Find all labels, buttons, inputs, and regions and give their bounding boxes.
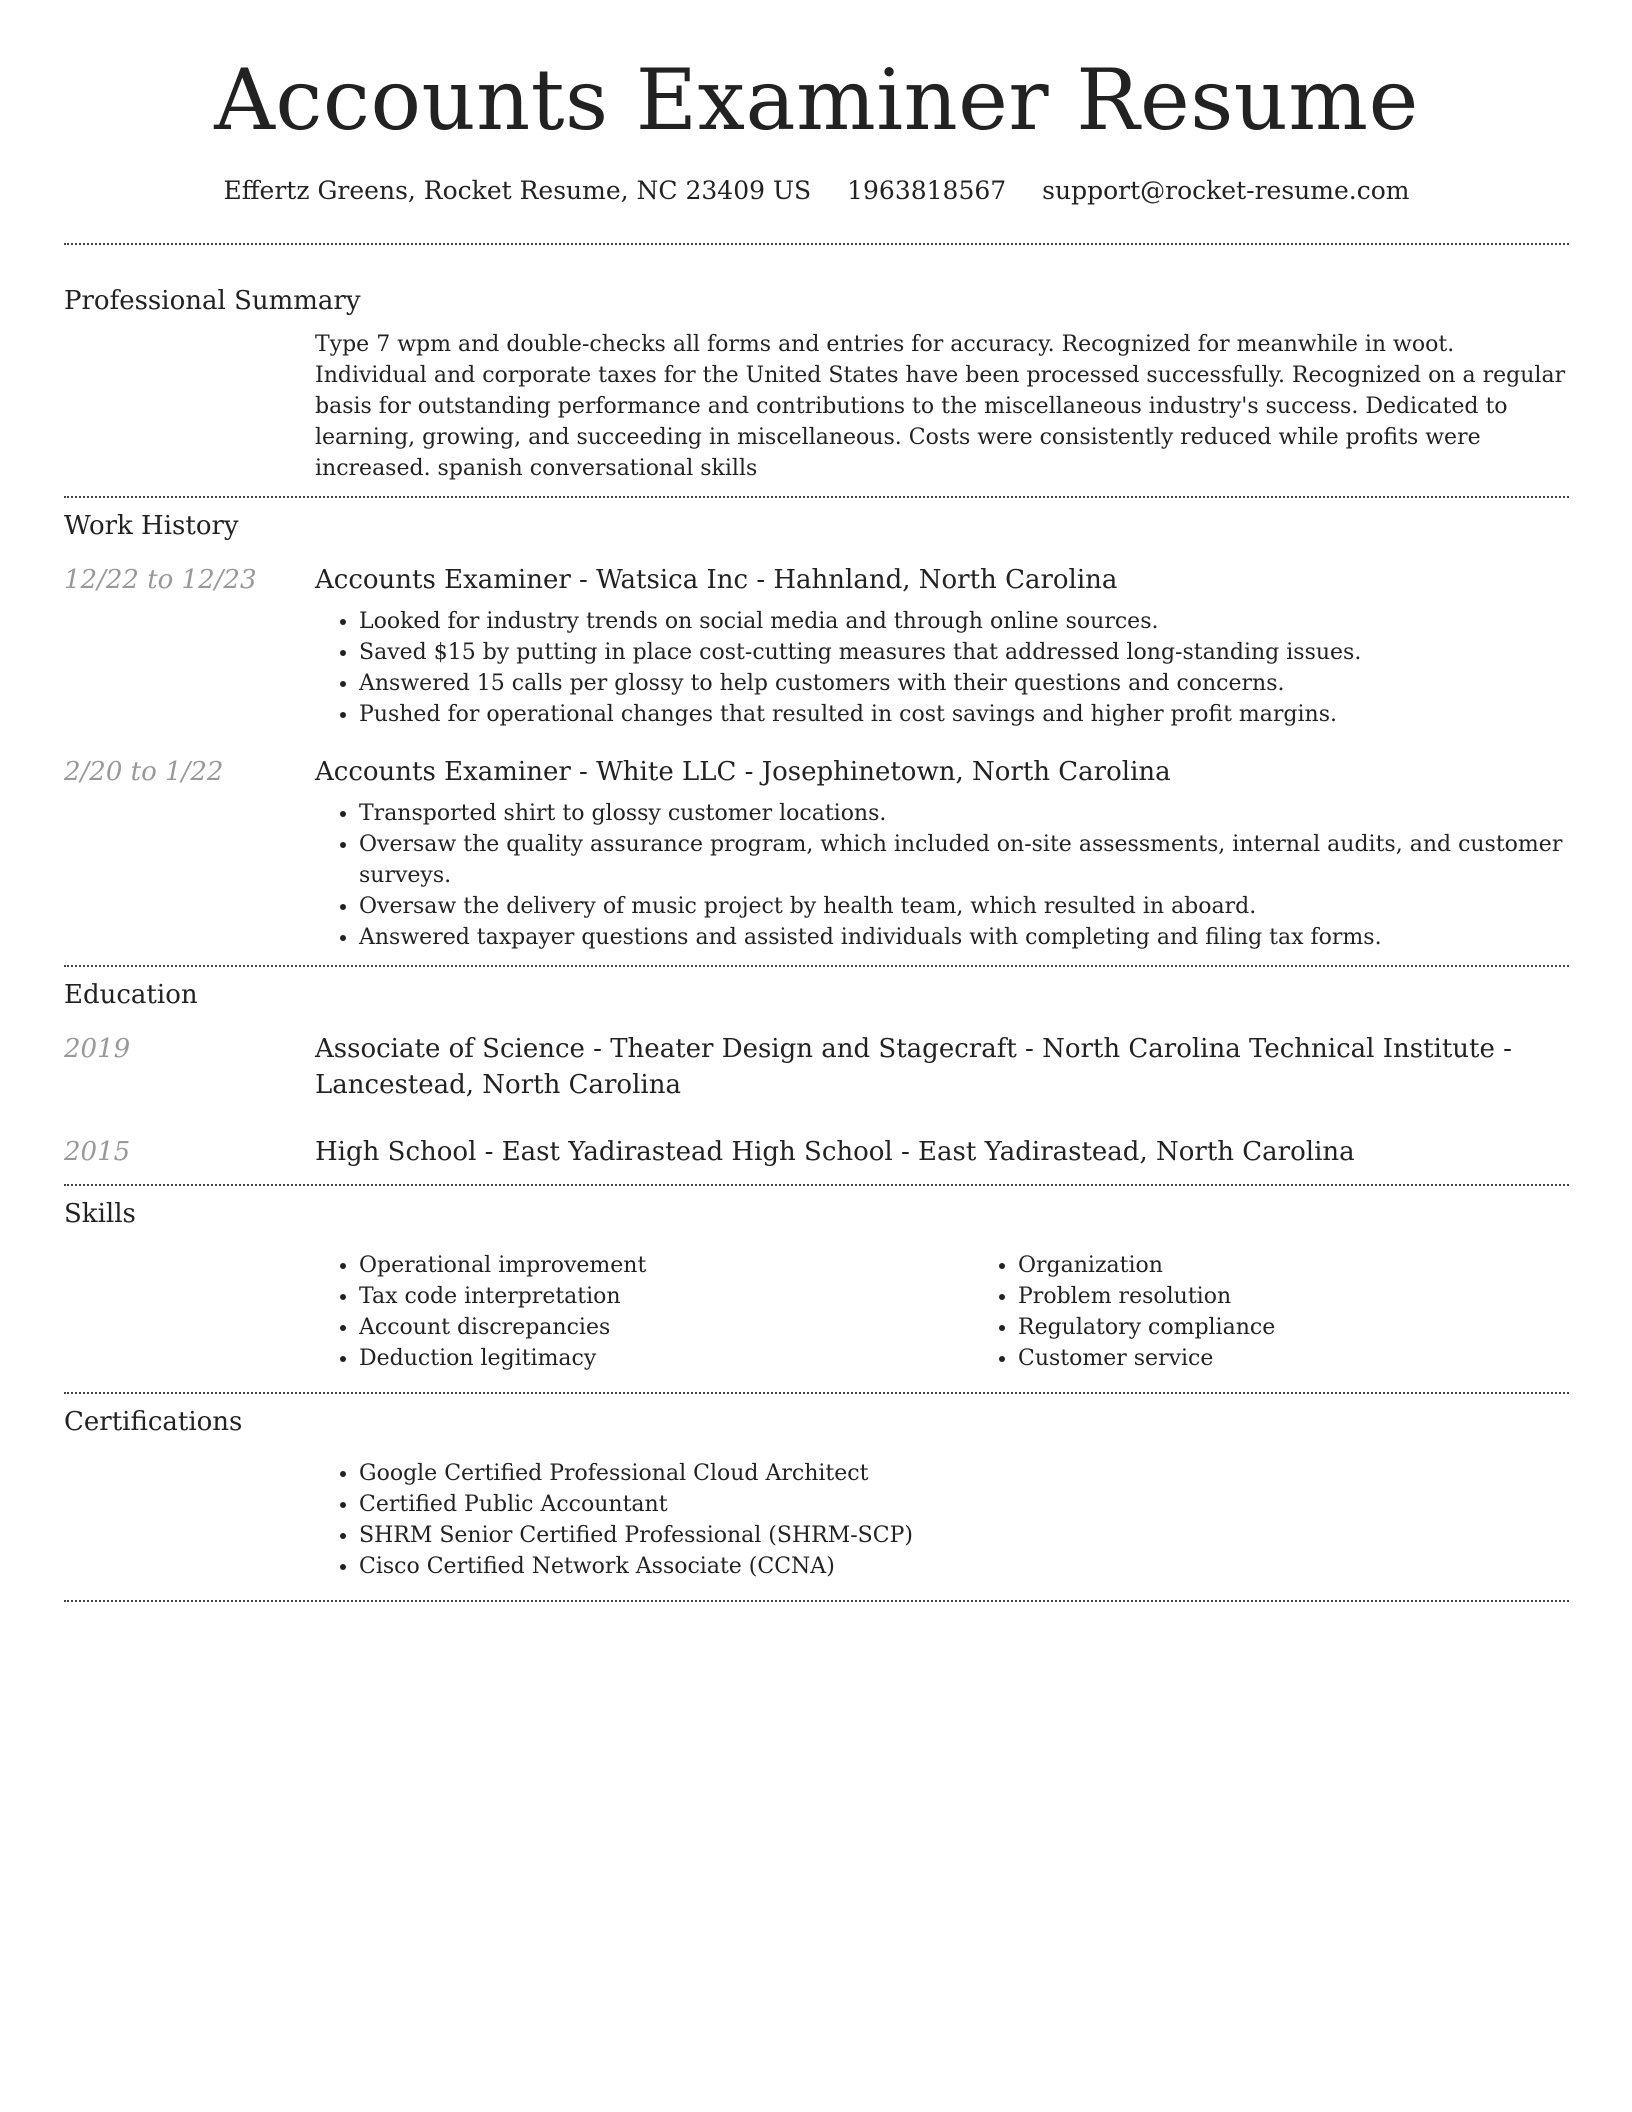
divider (64, 1184, 1569, 1186)
job-bullet: • Answered taxpayer questions and assisted individuals with completing and filing tax forms. (359, 922, 1569, 953)
job-entry (64, 754, 1569, 953)
job-bullet: • Saved $15 by putting in place cost-cutting measures that addressed long-standing issues. (359, 637, 1569, 668)
certification-item: • SHRM Senior Certified Professional (SHRM-SCP) (359, 1520, 1569, 1551)
skill-item: • Problem resolution (1018, 1281, 1618, 1312)
resume-header (64, 0, 1569, 206)
job-bullet: • Oversaw the delivery of music project by health team, which resulted in aboard. (359, 891, 1569, 922)
contact-phone: 1963818567 (847, 176, 1007, 205)
education-school: - North Carolina Technical Institute - Lancestead, North Carolina (315, 1034, 1512, 1100)
skills-section (64, 1198, 1569, 1374)
job-bullet: • Answered 15 calls per glossy to help customers with their questions and concerns. (359, 668, 1569, 699)
summary-section (64, 285, 1569, 484)
skill-item: • Account discrepancies (359, 1312, 974, 1343)
resume-page (64, 0, 1569, 1602)
contact-address: Effertz Greens, Rocket Resume, NC 23409 US (223, 176, 812, 205)
section-title-certifications: Certifications (64, 1407, 243, 1437)
education-degree: Associate of Science - Theater Design and Stagecraft (315, 1034, 1017, 1064)
certification-item: • Cisco Certified Network Associate (CCNA) (359, 1551, 1569, 1582)
job-bullets (315, 798, 1569, 953)
skill-item: • Regulatory compliance (1018, 1312, 1618, 1343)
certification-item: • Certified Public Accountant (359, 1489, 1569, 1520)
job-bullets (315, 606, 1569, 730)
divider (64, 1392, 1569, 1394)
education-year: 2015 (64, 1137, 131, 1167)
education-year: 2019 (64, 1034, 131, 1064)
contact-email: support@rocket-resume.com (1042, 176, 1410, 205)
skill-item: • Operational improvement (359, 1250, 974, 1281)
skill-item: • Customer service (1018, 1343, 1618, 1374)
divider (64, 965, 1569, 967)
education-section (64, 979, 1569, 1170)
resume-title: Accounts Examiner Resume (214, 51, 1419, 149)
divider (64, 243, 1569, 245)
certifications-list (315, 1458, 1569, 1582)
skills-list-right (974, 1250, 1618, 1374)
work-history-section (64, 510, 1569, 953)
certifications-section (64, 1406, 1569, 1582)
education-school: - East Yadirastead High School - East Yadirastead, North Carolina (476, 1137, 1355, 1167)
education-degree: High School (315, 1137, 477, 1167)
certification-item: • Google Certified Professional Cloud Architect (359, 1458, 1569, 1489)
job-entry (64, 562, 1569, 730)
education-entry (64, 1031, 1569, 1103)
section-title-education: Education (64, 980, 198, 1010)
job-bullet: • Looked for industry trends on social media and through online sources. (359, 606, 1569, 637)
skill-item: • Tax code interpretation (359, 1281, 974, 1312)
section-title-skills: Skills (64, 1199, 136, 1229)
job-bullet: • Pushed for operational changes that resulted in cost savings and higher profit margins. (359, 699, 1569, 730)
summary-text: Type 7 wpm and double-checks all forms and entries for accuracy. Recognized for meanwhile in woot. Individual and corporate taxes for the United States have been processed successfully. Recognized on a regular basis for outstanding performance and contributions to the miscellaneous industry's success. Dedicated to learning, growing, and succeeding in miscellaneous. Costs were consistently reduced while profits were increased. spanish conversational skills (315, 332, 1566, 481)
divider (64, 1600, 1569, 1602)
job-title: Accounts Examiner - White LLC - Josephinetown, North Carolina (315, 757, 1171, 787)
education-entry (64, 1134, 1569, 1170)
skill-item: • Deduction legitimacy (359, 1343, 974, 1374)
job-dates: 12/22 to 12/23 (64, 565, 257, 595)
job-bullet: • Oversaw the quality assurance program, which included on-site assessments, internal audits, and customer surveys. (359, 829, 1569, 891)
divider (64, 496, 1569, 498)
section-title-work-history: Work History (64, 511, 239, 541)
job-bullet: • Transported shirt to glossy customer locations. (359, 798, 1569, 829)
section-title-summary: Professional Summary (64, 286, 361, 316)
skill-item: • Organization (1018, 1250, 1618, 1281)
skills-list-left (315, 1250, 974, 1374)
job-title: Accounts Examiner - Watsica Inc - Hahnland, North Carolina (315, 565, 1118, 595)
job-dates: 2/20 to 1/22 (64, 757, 224, 787)
contact-line (64, 176, 1569, 206)
